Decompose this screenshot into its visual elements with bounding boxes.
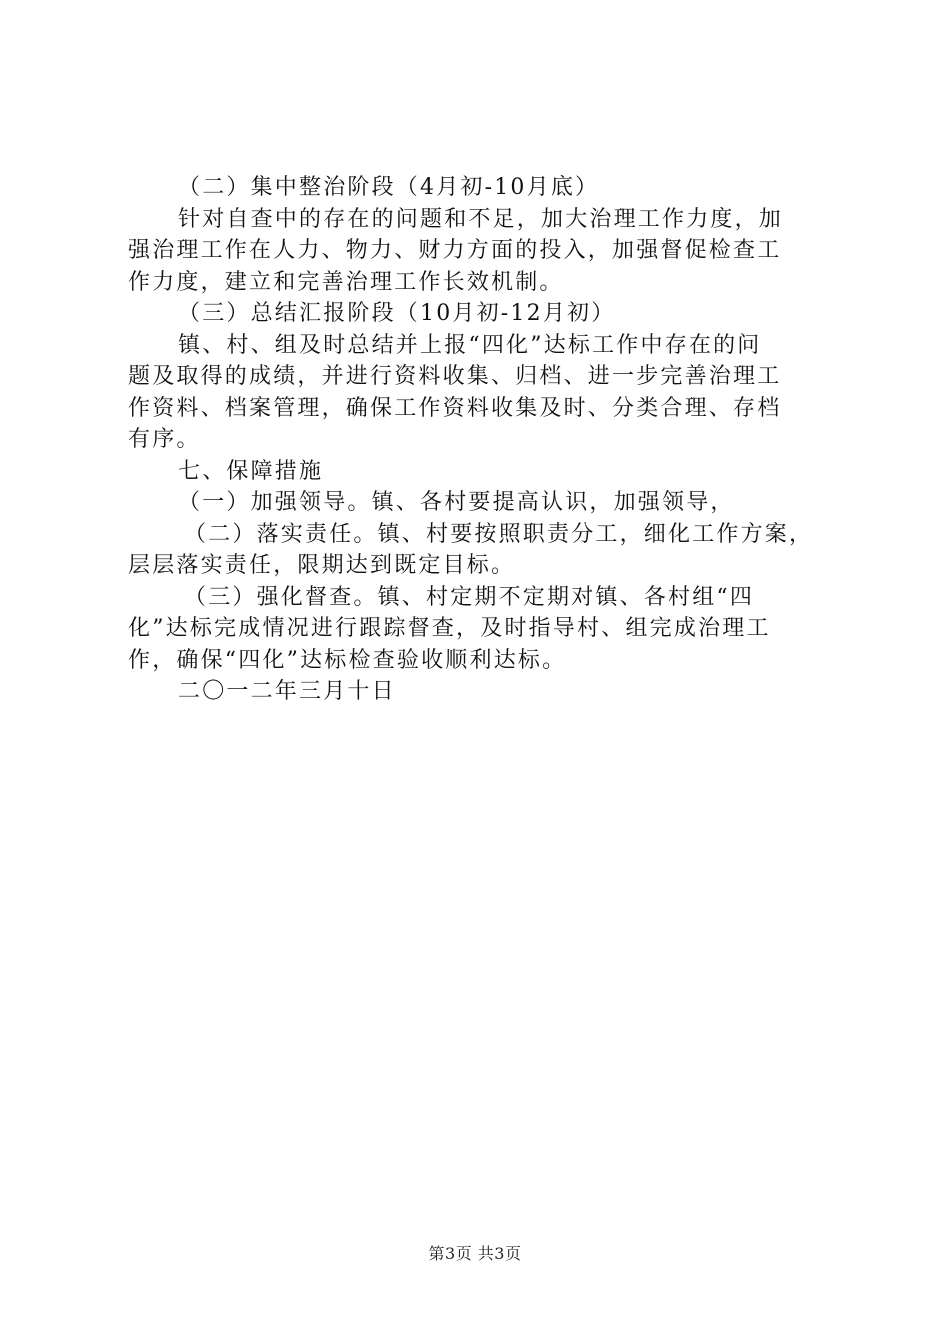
paragraph-line: 作，确保“四化”达标检查验收顺利达标。 xyxy=(128,647,567,673)
paragraph-line: 针对自查中的存在的问题和不足，加大治理工作力度，加 xyxy=(178,206,784,232)
section-heading-summary-report: （三）总结汇报阶段（10月初-12月初） xyxy=(178,301,616,326)
paragraph-line: 层层落实责任，限期达到既定目标。 xyxy=(128,553,516,578)
section-heading-centralized-rectification: （二）集中整治阶段（4月初-10月底） xyxy=(178,175,600,200)
page-number-footer: 第3页 共3页 xyxy=(428,1244,522,1263)
paragraph-line: 强治理工作在人力、物力、财力方面的投入，加强督促检查工 xyxy=(128,238,782,263)
paragraph-line: 有序。 xyxy=(128,427,201,452)
section-heading-safeguard-measures: 七、保障措施 xyxy=(178,458,324,484)
paragraph-line: 作力度，建立和完善治理工作长效机制。 xyxy=(128,269,564,295)
document-body xyxy=(128,172,848,708)
paragraph-line: （一）加强领导。镇、各村要提高认识，加强领导， xyxy=(178,490,735,515)
paragraph-line: （三）强化督查。镇、村定期不定期对镇、各村组“四 xyxy=(184,584,755,610)
paragraph-line: 镇、村、组及时总结并上报“四化”达标工作中存在的问 xyxy=(178,332,762,358)
paragraph-line: 题及取得的成绩，并进行资料收集、归档、进一步完善治理工 xyxy=(128,364,782,389)
paragraph-line: 作资料、档案管理，确保工作资料收集及时、分类合理、存档 xyxy=(128,395,782,421)
document-date: 二〇一二年三月十日 xyxy=(178,679,396,704)
paragraph-line: 化”达标完成情况进行跟踪督查，及时指导村、组完成治理工 xyxy=(128,616,771,641)
paragraph-line: （二）落实责任。镇、村要按照职责分工，细化工作方案， xyxy=(184,521,814,547)
